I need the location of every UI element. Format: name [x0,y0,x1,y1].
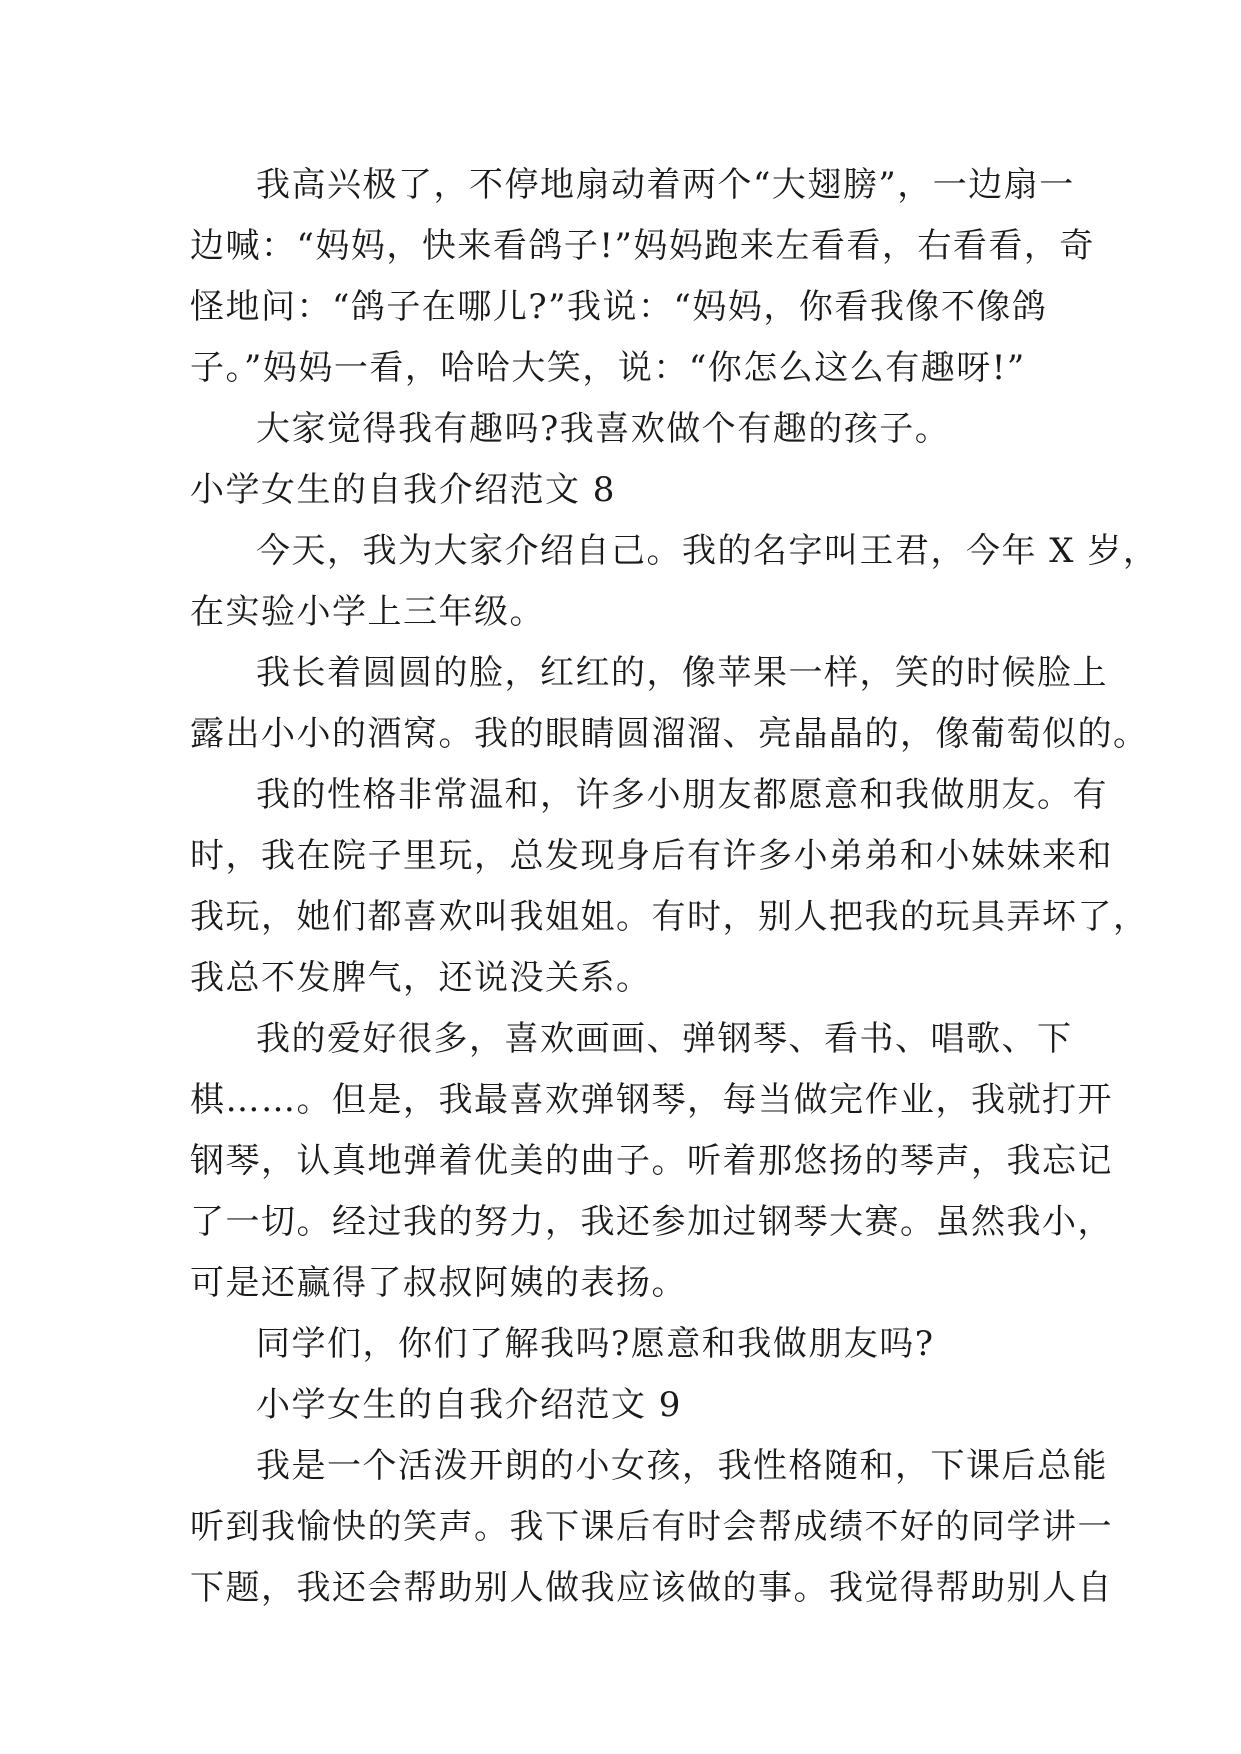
text-line: 时，我在院子里玩，总发现身后有许多小弟弟和小妹妹来和 [190,836,1113,876]
text-line: 怪地问：“鸽子在哪儿?”我说：“妈妈，你看我像不像鸽 [190,287,1048,327]
text-line: 听到我愉快的笑声。我下课后有时会帮成绩不好的同学讲一 [190,1507,1113,1547]
text-line: 今天，我为大家介绍自己。我的名字叫王君，今年 X 岁， [256,531,1159,571]
text-line: 我的性格非常温和，许多小朋友都愿意和我做朋友。有 [256,775,1108,815]
text-line: 可是还赢得了叔叔阿姨的表扬。 [190,1263,687,1303]
text-line: 棋……。但是，我最喜欢弹钢琴，每当做完作业，我就打开 [190,1080,1113,1120]
text-line: 了一切。经过我的努力，我还参加过钢琴大赛。虽然我小， [190,1202,1113,1242]
text-line: 我是一个活泼开朗的小女孩，我性格随和，下课后总能 [256,1446,1108,1486]
document-body [190,155,1159,1619]
text-line: 我玩，她们都喜欢叫我姐姐。有时，别人把我的玩具弄坏了， [190,897,1149,937]
text-line: 我长着圆圆的脸，红红的，像苹果一样，笑的时候脸上 [256,653,1108,693]
text-line: 大家觉得我有趣吗?我喜欢做个有趣的孩子。 [256,409,951,449]
section-heading: 小学女生的自我介绍范文 8 [190,470,616,510]
text-line: 我的爱好很多，喜欢画画、弹钢琴、看书、唱歌、下 [256,1019,1073,1059]
text-line: 在实验小学上三年级。 [190,592,545,632]
section-heading: 小学女生的自我介绍范文 9 [256,1385,682,1425]
text-line: 边喊：“妈妈，快来看鸽子!”妈妈跑来左看看，右看看，奇 [190,226,1095,266]
text-line: 下题，我还会帮助别人做我应该做的事。我觉得帮助别人自 [190,1568,1113,1608]
text-line: 子。”妈妈一看，哈哈大笑，说：“你怎么这么有趣呀!” [190,348,1026,388]
text-line: 我总不发脾气，还说没关系。 [190,958,652,998]
text-line: 我高兴极了，不停地扇动着两个“大翅膀”，一边扇一 [256,165,1075,205]
text-line: 露出小小的酒窝。我的眼睛圆溜溜、亮晶晶的，像葡萄似的。 [190,714,1149,754]
text-line: 同学们，你们了解我吗?愿意和我做朋友吗? [256,1324,935,1364]
text-line: 钢琴，认真地弹着优美的曲子。听着那悠扬的琴声，我忘记 [190,1141,1113,1181]
